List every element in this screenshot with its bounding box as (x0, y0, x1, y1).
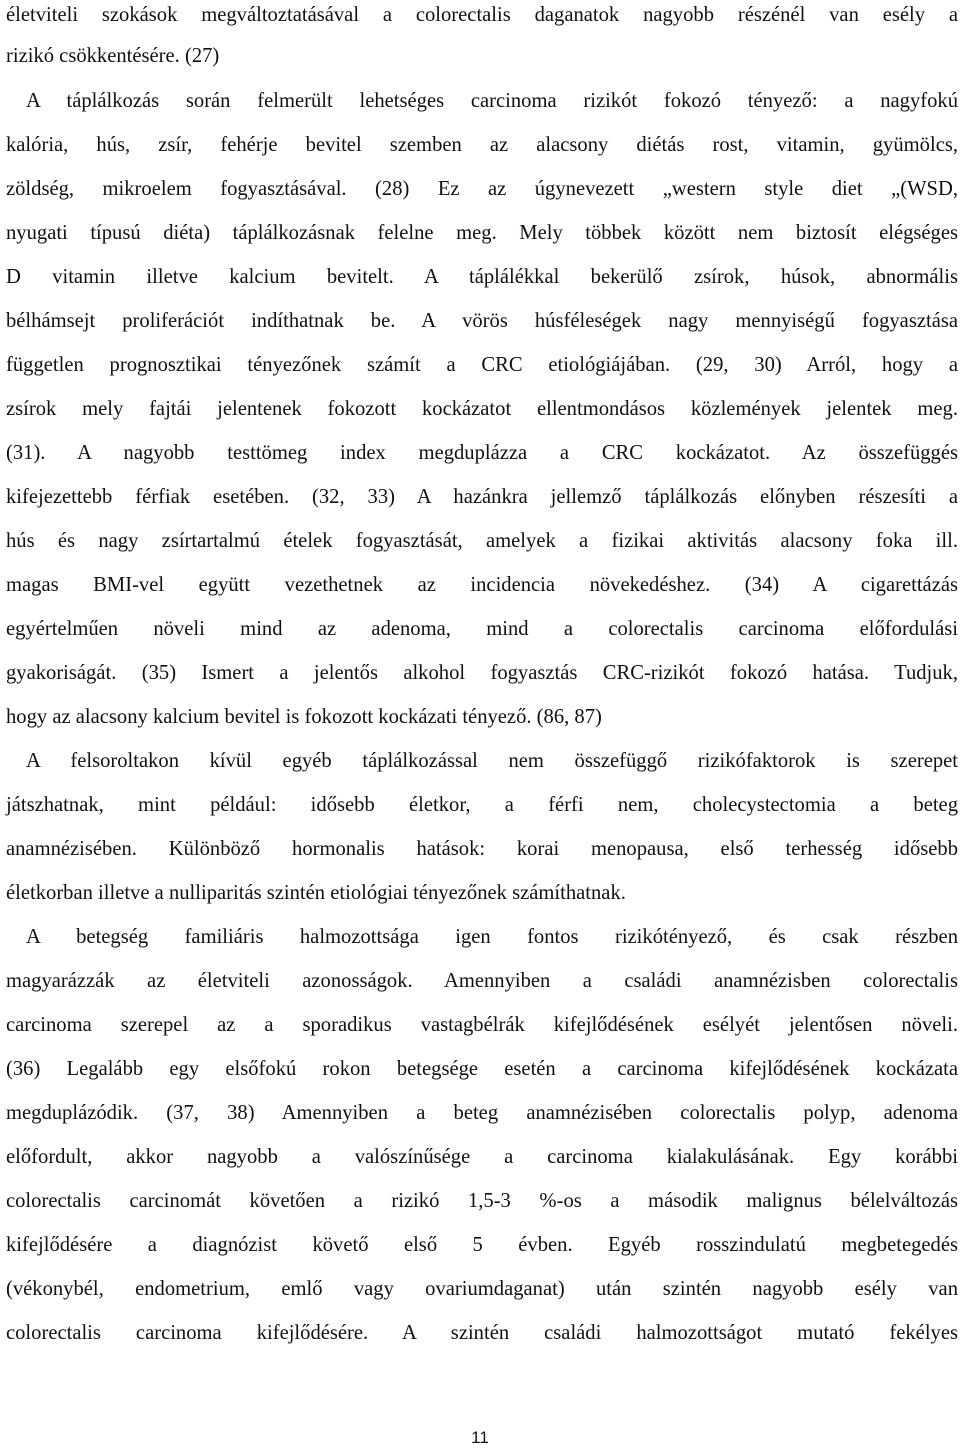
text-line-13: hús és nagy zsírtartalmú ételek fogyasztását, amelyek a fizikai aktivitás alacsony foka ill. (6, 530, 958, 552)
page-number: 11 (471, 1428, 489, 1447)
text-line-18: A felsoroltakon kívül egyéb táplálkozással nem összefüggő rizikófaktorok is szerepet (26, 750, 958, 772)
text-line-22: A betegség familiáris halmozottsága igen fontos rizikótényező, és csak részben (26, 926, 958, 948)
text-line-24: carcinoma szerepel az a sporadikus vastagbélrák kifejlődésének esélyét jelentősen növeli. (6, 1014, 958, 1036)
text-line-3: A táplálkozás során felmerült lehetséges carcinoma rizikót fokozó tényező: a nagyfokú (26, 90, 958, 112)
text-line-20: anamnézisében. Különböző hormonalis hatások: korai menopausa, első terhesség idősebb (6, 838, 958, 860)
text-line-4: kalória, hús, zsír, fehérje bevitel szemben az alacsony diétás rost, vitamin, gyümölcs, (6, 134, 958, 156)
text-line-6: nyugati típusú diéta) táplálkozásnak felelne meg. Mely többek között nem biztosít elégséges (6, 222, 958, 244)
text-line-8: bélhámsejt proliferációt indíthatnak be. A vörös húsféleségek nagy mennyiségű fogyasztása (6, 310, 958, 332)
text-line-29: kifejlődésére a diagnózist követő első 5 évben. Egyéb rosszindulatú megbetegedés (6, 1234, 958, 1256)
text-line-1: életviteli szokások megváltoztatásával a colorectalis daganatok nagyobb részénél van esély a (6, 4, 958, 26)
text-line-28: colorectalis carcinomát követően a rizikó 1,5-3 %-os a második malignus bélelváltozás (6, 1190, 958, 1212)
text-line-16: gyakoriságát. (35) Ismert a jelentős alkohol fogyasztás CRC-rizikót fokozó hatása. Tudjuk, (6, 662, 958, 684)
text-line-17: hogy az alacsony kalcium bevitel is fokozott kockázati tényező. (86, 87) (6, 706, 602, 728)
text-line-5: zöldség, mikroelem fogyasztásával. (28) Ez az úgynevezett „western style diet „(WSD, (6, 178, 958, 200)
text-line-11: (31). A nagyobb testtömeg index megduplázza a CRC kockázatot. Az összefüggés (6, 442, 958, 464)
text-line-23: magyarázzák az életviteli azonosságok. Amennyiben a családi anamnézisben colorectalis (6, 970, 958, 992)
text-line-7: D vitamin illetve kalcium bevitelt. A táplálékkal bekerülő zsírok, húsok, abnormális (6, 266, 958, 288)
text-line-14: magas BMI-vel együtt vezethetnek az incidencia növekedéshez. (34) A cigarettázás (6, 574, 958, 596)
text-line-31: colorectalis carcinoma kifejlődésére. A szintén családi halmozottságot mutató fekélyes (6, 1322, 958, 1344)
text-line-26: megduplázódik. (37, 38) Amennyiben a beteg anamnézisében colorectalis polyp, adenoma (6, 1102, 958, 1124)
text-line-27: előfordult, akkor nagyobb a valószínűsége a carcinoma kialakulásának. Egy korábbi (6, 1146, 958, 1168)
text-line-21: életkorban illetve a nulliparitás szintén etiológiai tényezőnek számíthatnak. (6, 882, 626, 904)
text-line-15: egyértelműen növeli mind az adenoma, mind a colorectalis carcinoma előfordulási (6, 618, 958, 640)
text-line-12: kifejezettebb férfiak esetében. (32, 33) A hazánkra jellemző táplálkozás előnyben részesíti a (6, 486, 958, 508)
text-line-9: független prognosztikai tényezőnek számít a CRC etiológiájában. (29, 30) Arról, hogy a (6, 354, 958, 376)
text-line-30: (vékonybél, endometrium, emlő vagy ovariumdaganat) után szintén nagyobb esély van (6, 1278, 958, 1300)
text-line-25: (36) Legalább egy elsőfokú rokon betegsége esetén a carcinoma kifejlődésének kockázata (6, 1058, 958, 1080)
text-line-2: rizikó csökkentésére. (27) (6, 45, 220, 67)
text-line-10: zsírok mely fajtái jelentenek fokozott kockázatot ellentmondásos közlemények jelentek meg. (6, 398, 958, 420)
text-line-19: játszhatnak, mint például: idősebb életkor, a férfi nem, cholecystectomia a beteg (6, 794, 958, 816)
